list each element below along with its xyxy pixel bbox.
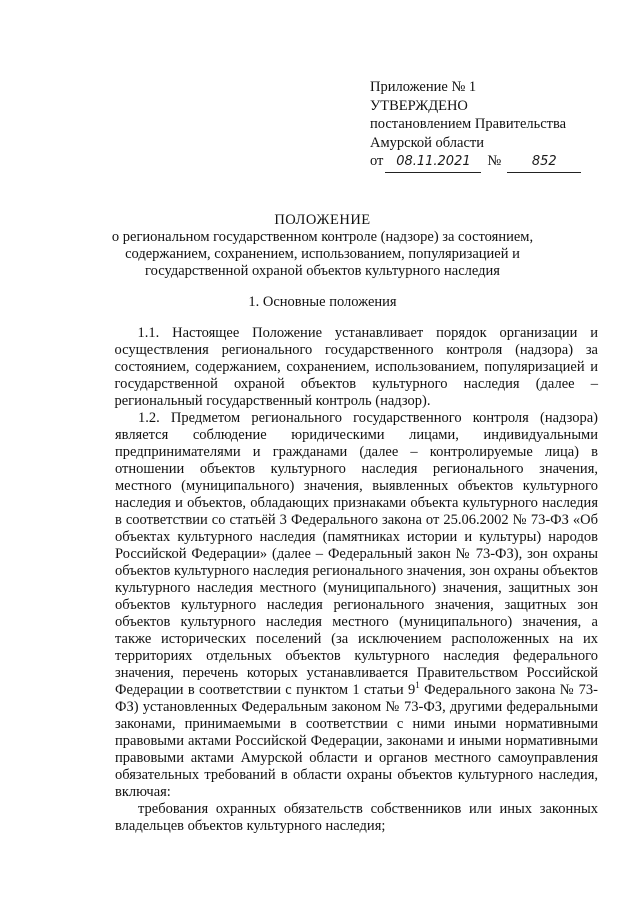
number-label: №: [487, 153, 502, 169]
paragraph-1-2: [115, 410, 598, 801]
paragraph-1-2-text-b: Федерального закона № 73-ФЗ) установленных Федеральным законом № 73-ФЗ, другими федеральными законами, принимаемыми в соответствии с ними иными нормативными правовыми актами Российской Федерации, законами и иными нормативными правовыми актами Амурской области и органов местного самоуправления обязательных требований в области охраны объектов культурного наследия, включая:: [115, 682, 598, 800]
paragraph-1-1: 1.1. Настоящее Положение устанавливает порядок организации и осуществления регионального государственного контроля (надзора) за состоянием, содержанием, сохранением, использованием, популяризацией и государственной охраной объектов культурного наследия (далее – региональный государственный контроль (надзор).: [114, 325, 598, 409]
approved-by-region: Амурской области: [370, 134, 484, 151]
appendix-number: Приложение № 1: [370, 79, 477, 95]
handwritten-number: 852: [507, 153, 581, 173]
date-number-line: [370, 152, 581, 173]
title-heading: ПОЛОЖЕНИЕ: [274, 212, 371, 228]
paragraph-requirements: требования охранных обязательств собственников или иных законных владельцев объектов культурного наследия;: [115, 801, 598, 834]
approval-header: [370, 78, 581, 173]
title-line-3: содержанием, сохранением, использованием, популяризацией и: [125, 246, 520, 262]
title-line-4: государственной охраной объектов культурного наследия: [145, 263, 500, 279]
approved-by: постановлением Правительства: [370, 116, 567, 132]
document-title: [40, 212, 605, 280]
approved-stamp: УТВЕРЖДЕНО: [370, 97, 468, 114]
section-heading: 1. Основные положения: [248, 294, 397, 310]
paragraph-1-2-text-a: 1.2. Предметом регионального государственного контроля (надзора) является соблюдение юридическими лицами, индивидуальными предпринимателями и гражданами (далее – контролируемые лица) в отношении объектов культурного наследия регионального значения, местного (муниципального) значения, выявленных объектов культурного наследия и объектов, обладающих признаками объекта культурного наследия в соответствии со статьёй 3 Федерального закона от 25.06.2002 № 73-ФЗ «Об объектах культурного наследия (памятниках истории и культуры) народов Российской Федерации» (далее – Федеральный закон № 73-ФЗ), зон охраны объектов культурного наследия регионального значения, зон охраны объектов культурного наследия местного (муниципального) значения, защитных зон объектов культурного наследия регионального значения, защитных зон объектов культурного наследия местного (муниципального) значения, а также исторических поселений (за исключением расположенных на их территориях отдельных объектов культурного наследия федерального значения, перечень которых устанавливается Правительством Российской Федерации в соответствии с пунктом 1 статьи 9: [115, 410, 598, 698]
handwritten-date: 08.11.2021: [385, 153, 481, 173]
title-line-2: о региональном государственном контроле (надзоре) за состоянием,: [111, 229, 534, 245]
document-body: [115, 325, 598, 835]
from-label: от: [370, 153, 384, 169]
article-superscript: 1: [415, 680, 420, 691]
